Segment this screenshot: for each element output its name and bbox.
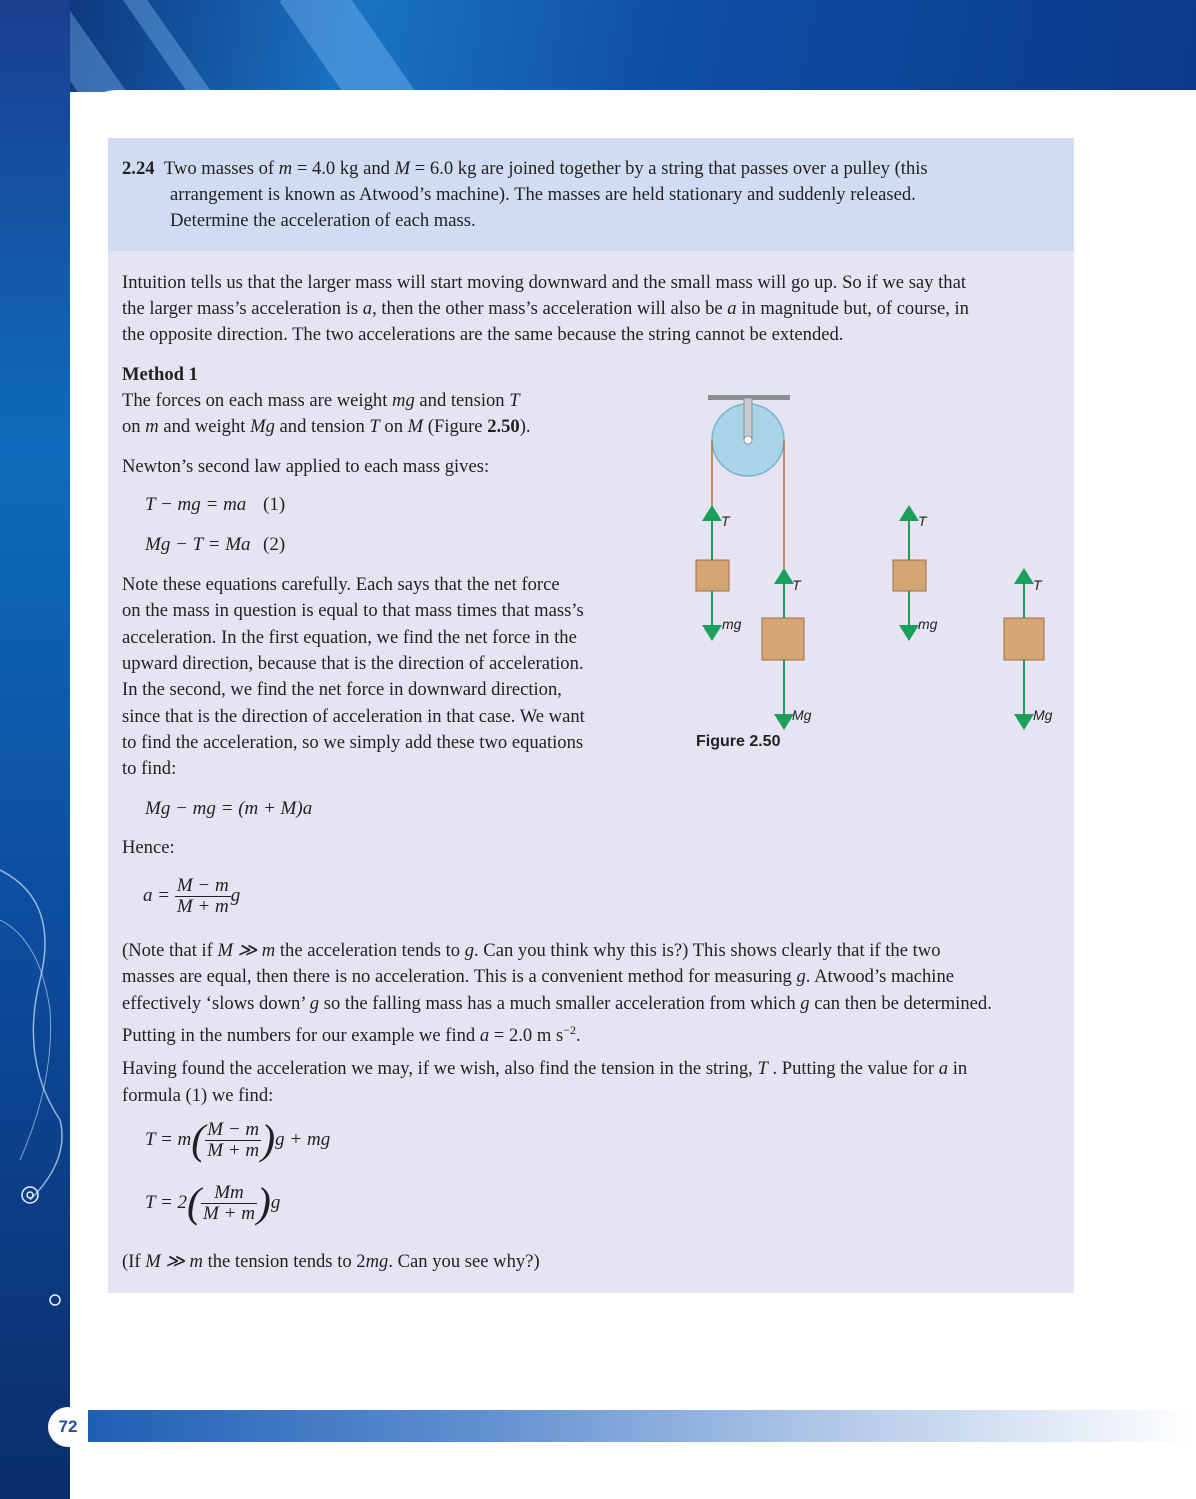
- header-banner: [0, 0, 1196, 92]
- fraction-denominator: M + m: [176, 896, 229, 917]
- tension-line-1: [122, 1056, 967, 1082]
- text-run: (Figure: [423, 416, 488, 437]
- label-mg: mg: [918, 616, 938, 632]
- tension-formula-1: [145, 1117, 331, 1164]
- text-run: mg: [365, 1251, 389, 1272]
- text-run: Putting in the numbers for our example we find: [122, 1025, 480, 1047]
- hence-label: Hence:: [122, 837, 175, 858]
- text-run: 2.50: [487, 416, 520, 437]
- label-Mg: Mg: [1033, 707, 1053, 723]
- large-mass-block: [762, 618, 804, 660]
- fraction: [201, 1183, 257, 1224]
- note-line: to find the acceleration, so we simply add these two equations: [122, 732, 584, 753]
- fraction: [175, 876, 231, 917]
- label-T: T: [792, 577, 801, 593]
- note-line: on the mass in question is equal to that mass times that mass’s: [122, 600, 584, 621]
- tension-formula-2: [145, 1180, 281, 1227]
- text-run: . Atwood’s machine: [805, 966, 955, 987]
- text-run: .: [575, 1025, 581, 1047]
- decorative-swirl: [0, 860, 70, 1360]
- text-run: the tension tends to 2: [202, 1251, 366, 1272]
- text-run: mg: [392, 390, 415, 411]
- label-T: T: [1033, 577, 1042, 593]
- paren-open: (: [187, 1180, 202, 1227]
- text-run: ).: [519, 416, 531, 437]
- formula-rhs: g: [230, 884, 241, 906]
- label-Mg: Mg: [792, 707, 812, 723]
- figure-caption: Figure 2.50: [696, 733, 781, 750]
- paren-close: ): [261, 1117, 276, 1164]
- superscript: −2: [563, 1023, 576, 1037]
- text-run: Two masses of: [163, 158, 279, 179]
- text-run: and weight: [158, 416, 251, 437]
- text-run: and tension: [274, 416, 370, 437]
- equation-2-number: (2): [263, 534, 286, 555]
- equation-2: Mg − T = Ma: [145, 534, 251, 555]
- atwood-machine-figure: [690, 385, 1070, 730]
- text-run: in magnitude but, of course, in: [736, 298, 969, 319]
- text-run: g: [309, 993, 320, 1014]
- fraction-denominator: M + m: [207, 1140, 260, 1161]
- text-run: M ≫ m: [217, 940, 276, 961]
- text-run: so the falling mass has a much smaller acceleration from which: [319, 993, 801, 1014]
- text-run: the larger mass’s acceleration is: [122, 298, 363, 319]
- text-run: = 2.0 m s: [489, 1025, 564, 1047]
- text-run: M: [394, 158, 411, 179]
- text-run: a: [938, 1058, 949, 1079]
- pulley-axle: [744, 436, 752, 444]
- tension-line-2: formula (1) we find:: [122, 1085, 274, 1106]
- text-run: a: [479, 1025, 490, 1047]
- label-T: T: [918, 513, 927, 529]
- text-run: g: [796, 966, 806, 987]
- text-run: = 4.0 kg and: [292, 158, 395, 179]
- note-line: acceleration. In the first equation, we find the net force in the: [122, 627, 577, 648]
- small-mass-free-body: [893, 560, 926, 591]
- note-line: Note these equations carefully. Each says that the net force: [122, 574, 560, 595]
- text-run: = 6.0 kg are joined together by a string that passes over a pulley (this: [410, 158, 928, 179]
- exercise-number: 2.24: [122, 158, 155, 179]
- exercise-line-2: arrangement is known as Atwood’s machine). The masses are held stationary and suddenly released.: [170, 184, 916, 205]
- exercise-line-1: [122, 156, 928, 182]
- text-run: . Putting the value for: [767, 1058, 939, 1079]
- equation-1-number: (1): [263, 494, 286, 515]
- page-number: 72: [48, 1407, 88, 1447]
- text-run: The forces on each mass are weight: [122, 390, 393, 411]
- text-run: masses are equal, then there is no acceleration. This is a convenient method for measuring: [122, 966, 797, 987]
- intro-line-3: the opposite direction. The two accelerations are the same because the string cannot be extended.: [122, 324, 844, 345]
- text-run: g: [800, 993, 810, 1014]
- formula-lhs: T = 2: [145, 1191, 188, 1213]
- forces-line-2: [122, 414, 531, 440]
- method-heading: Method 1: [122, 364, 198, 385]
- label-mg: mg: [722, 616, 742, 632]
- intro-line-2: [122, 296, 969, 322]
- fraction: [205, 1120, 261, 1161]
- paren-open: (: [191, 1117, 206, 1164]
- formula-rhs: g: [270, 1191, 281, 1213]
- text-run: and tension: [414, 390, 510, 411]
- fraction-numerator: Mm: [201, 1183, 257, 1204]
- text-run: can then be determined.: [809, 993, 992, 1014]
- text-run: M: [407, 416, 424, 437]
- note2-line-4: [122, 1017, 581, 1049]
- text-run: a: [362, 298, 373, 319]
- text-run: on: [122, 416, 146, 437]
- text-run: T: [369, 416, 380, 437]
- note-line: to find:: [122, 758, 177, 779]
- large-mass-free-body: [1004, 618, 1044, 660]
- small-mass-block: [696, 560, 729, 591]
- label-T: T: [721, 513, 730, 529]
- final-note: [122, 1249, 540, 1275]
- text-run: (Note that if: [122, 940, 218, 961]
- text-run: m: [278, 158, 293, 179]
- text-run: on: [379, 416, 408, 437]
- note-line: In the second, we find the net force in downward direction,: [122, 679, 562, 700]
- text-run: effectively ‘slows down’: [122, 993, 310, 1014]
- text-run: M ≫ m: [145, 1251, 203, 1272]
- text-run: m: [145, 416, 159, 437]
- sum-equation: Mg − mg = (m + M)a: [145, 798, 313, 819]
- text-run: . Can you see why?): [388, 1251, 540, 1272]
- note-line: since that is the direction of acceleration in that case. We want: [122, 706, 585, 727]
- formula-rhs: g + mg: [275, 1128, 331, 1150]
- note2-line-1: [122, 938, 941, 964]
- equation-1: T − mg = ma: [145, 494, 247, 515]
- exercise-line-3: Determine the acceleration of each mass.: [170, 210, 476, 231]
- text-run: T: [757, 1058, 768, 1079]
- text-run: Having found the acceleration we may, if we wish, also find the tension in the string,: [122, 1058, 758, 1079]
- note2-line-3: [122, 991, 992, 1017]
- text-run: T: [509, 390, 520, 411]
- pulley-axle-rod: [744, 398, 752, 440]
- note-line: upward direction, because that is the direction of acceleration.: [122, 653, 584, 674]
- paren-close: ): [256, 1180, 271, 1227]
- fraction-numerator: M − m: [207, 1119, 260, 1140]
- text-run: . Can you think why this is?) This shows clearly that if the two: [474, 940, 941, 961]
- text-run: a: [727, 298, 737, 319]
- text-run: , then the other mass’s acceleration will also be: [372, 298, 728, 319]
- formula-lhs: T = m: [145, 1128, 192, 1150]
- text-run: in: [948, 1058, 968, 1079]
- text-run: (If: [122, 1251, 146, 1272]
- newton-line: Newton’s second law applied to each mass gives:: [122, 456, 490, 477]
- text-run: g: [464, 940, 474, 961]
- fraction-numerator: M − m: [176, 875, 229, 896]
- formula-lhs: a =: [143, 884, 171, 906]
- intro-line-1: Intuition tells us that the larger mass will start moving downward and the small mass will go up. So if we say that: [122, 272, 967, 293]
- text-run: the acceleration tends to: [275, 940, 465, 961]
- fraction-denominator: M + m: [203, 1203, 255, 1224]
- text-run: Mg: [250, 416, 275, 437]
- note2-line-2: [122, 964, 954, 990]
- forces-line-1: [122, 388, 520, 414]
- footer-bar: [88, 1410, 1196, 1442]
- acceleration-formula: [143, 876, 240, 917]
